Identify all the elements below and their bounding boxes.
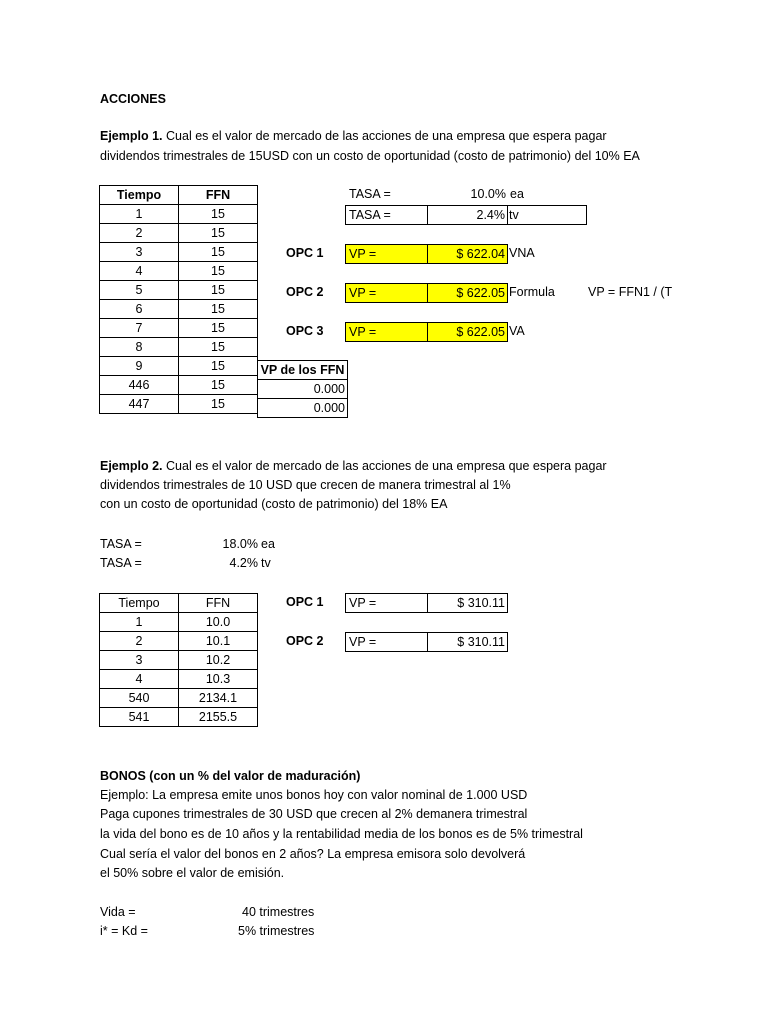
tasa-tv-unit: tv: [507, 205, 587, 225]
table-row: [100, 319, 258, 338]
table-cell: 15: [179, 338, 258, 357]
option-3-vp-value: $ 622.05: [427, 322, 508, 342]
bonos-line-1: Ejemplo: La empresa emite unos bonos hoy con valor nominal de 1.000 USD: [100, 788, 528, 802]
table-row: [100, 243, 258, 262]
table-cell: 2155.5: [179, 708, 258, 727]
table-cell: 541: [100, 708, 179, 727]
option-1-label: OPC 1: [286, 246, 324, 260]
option-2-label: OPC 2: [286, 285, 324, 299]
option2-1-vp-label: VP =: [345, 593, 428, 613]
table-cell: 15: [179, 357, 258, 376]
table-row: [100, 205, 258, 224]
example-1-line-2: dividendos trimestrales de 15USD con un costo de oportunidad (costo de patrimonio) del 10% EA: [100, 149, 640, 163]
table-1: [99, 185, 258, 414]
table-2: [99, 593, 258, 727]
table-cell: 1: [100, 205, 179, 224]
example-1-label: Ejemplo 1.: [100, 129, 163, 143]
table-row: [100, 613, 258, 632]
table-cell: 15: [179, 376, 258, 395]
table-cell: 1: [100, 613, 179, 632]
table-row: [100, 224, 258, 243]
table-row: [100, 338, 258, 357]
table-cell: 3: [100, 243, 179, 262]
tasa-ea-unit: ea: [510, 187, 524, 201]
tasa2-tv-unit: tv: [261, 556, 271, 570]
table-cell: 3: [100, 651, 179, 670]
table-cell: 2: [100, 224, 179, 243]
table-2-header-ffn: FFN: [179, 594, 258, 613]
option-2-vp-value: $ 622.05: [427, 283, 508, 303]
tasa-tv-label: TASA =: [345, 205, 428, 225]
example-2-label: Ejemplo 2.: [100, 459, 163, 473]
table-2-header-tiempo: Tiempo: [100, 594, 179, 613]
table-cell: 9: [100, 357, 179, 376]
table-cell: 15: [179, 319, 258, 338]
tasa-tv-value: 2.4%: [427, 205, 508, 225]
table-cell: 15: [179, 224, 258, 243]
table-1-header-tiempo: Tiempo: [100, 186, 179, 205]
bonos-line-2: Paga cupones trimestrales de 30 USD que crecen al 2% demanera trimestral: [100, 807, 528, 821]
option-2-vp-label: VP =: [345, 283, 428, 303]
section-heading-acciones: ACCIONES: [100, 92, 166, 106]
table-row: [100, 632, 258, 651]
table-cell: 15: [179, 281, 258, 300]
table-cell: 15: [179, 262, 258, 281]
option-3-vp-label: VP =: [345, 322, 428, 342]
table-row: [100, 708, 258, 727]
vida-label: Vida =: [100, 905, 136, 919]
example-1-line-1: [100, 127, 607, 146]
section-heading-bonos: BONOS (con un % del valor de maduración): [100, 769, 361, 783]
example-2-line-1: [100, 457, 607, 476]
table-row: [100, 262, 258, 281]
table-cell: 2: [100, 632, 179, 651]
table-cell: 15: [179, 243, 258, 262]
table-row: [100, 357, 258, 376]
vp-ffn-value-1: 0.000: [257, 379, 348, 399]
bonos-line-5: el 50% sobre el valor de emisión.: [100, 866, 285, 880]
bonos-line-3: la vida del bono es de 10 años y la rentabilidad media de los bonos es de 5% trimestral: [100, 827, 583, 841]
example-2-line-2: dividendos trimestrales de 10 USD que crecen de manera trimestral al 1%: [100, 478, 511, 492]
option2-2-vp-label: VP =: [345, 632, 428, 652]
tasa-ea-value: 10.0%: [470, 187, 506, 201]
table-row: [100, 670, 258, 689]
table-row: [100, 281, 258, 300]
table-cell: 6: [100, 300, 179, 319]
option-1-note: VNA: [509, 246, 535, 260]
option-2-formula: VP = FFN1 / (T: [588, 285, 673, 299]
table-row: [100, 689, 258, 708]
tasa2-ea-label: TASA =: [100, 537, 142, 551]
vida-value: 40 trimestres: [242, 905, 315, 919]
table-cell: 15: [179, 300, 258, 319]
table-cell: 4: [100, 670, 179, 689]
option-3-label: OPC 3: [286, 324, 324, 338]
option-3-note: VA: [509, 324, 525, 338]
table-cell: 15: [179, 205, 258, 224]
example-1-text-1: Cual es el valor de mercado de las acciones de una empresa que espera pagar: [166, 129, 607, 143]
kd-label: i* = Kd =: [100, 924, 148, 938]
table-cell: 10.1: [179, 632, 258, 651]
kd-value: 5% trimestres: [238, 924, 315, 938]
option-1-vp-value: $ 622.04: [427, 244, 508, 264]
option2-2-vp-value: $ 310.11: [427, 632, 508, 652]
table-cell: 15: [179, 395, 258, 414]
table-cell: 8: [100, 338, 179, 357]
table-cell: 2134.1: [179, 689, 258, 708]
example-2-line-3: con un costo de oportunidad (costo de patrimonio) del 18% EA: [100, 497, 448, 511]
option2-1-label: OPC 1: [286, 595, 324, 609]
option2-1-vp-value: $ 310.11: [427, 593, 508, 613]
table-1-header-ffn: FFN: [179, 186, 258, 205]
table-cell: 446: [100, 376, 179, 395]
tasa2-ea-value: 18.0%: [222, 537, 258, 551]
tasa2-ea-unit: ea: [261, 537, 275, 551]
table-row: [100, 300, 258, 319]
table-cell: 5: [100, 281, 179, 300]
tasa2-tv-label: TASA =: [100, 556, 142, 570]
table-row: [100, 376, 258, 395]
table-cell: 4: [100, 262, 179, 281]
table-cell: 7: [100, 319, 179, 338]
example-2-text-1: Cual es el valor de mercado de las acciones de una empresa que espera pagar: [166, 459, 607, 473]
table-row: [100, 395, 258, 414]
option-1-vp-label: VP =: [345, 244, 428, 264]
tasa-ea-label: TASA =: [349, 187, 391, 201]
table-cell: 10.3: [179, 670, 258, 689]
option2-2-label: OPC 2: [286, 634, 324, 648]
table-cell: 447: [100, 395, 179, 414]
bonos-line-4: Cual sería el valor del bonos en 2 años? La empresa emisora solo devolverá: [100, 847, 526, 861]
vp-ffn-value-2: 0.000: [257, 398, 348, 418]
vp-ffn-header: VP de los FFN: [257, 360, 348, 380]
table-cell: 10.0: [179, 613, 258, 632]
table-cell: 10.2: [179, 651, 258, 670]
option-2-note: Formula: [509, 285, 555, 299]
tasa2-tv-value: 4.2%: [229, 556, 258, 570]
table-cell: 540: [100, 689, 179, 708]
table-row: [100, 651, 258, 670]
